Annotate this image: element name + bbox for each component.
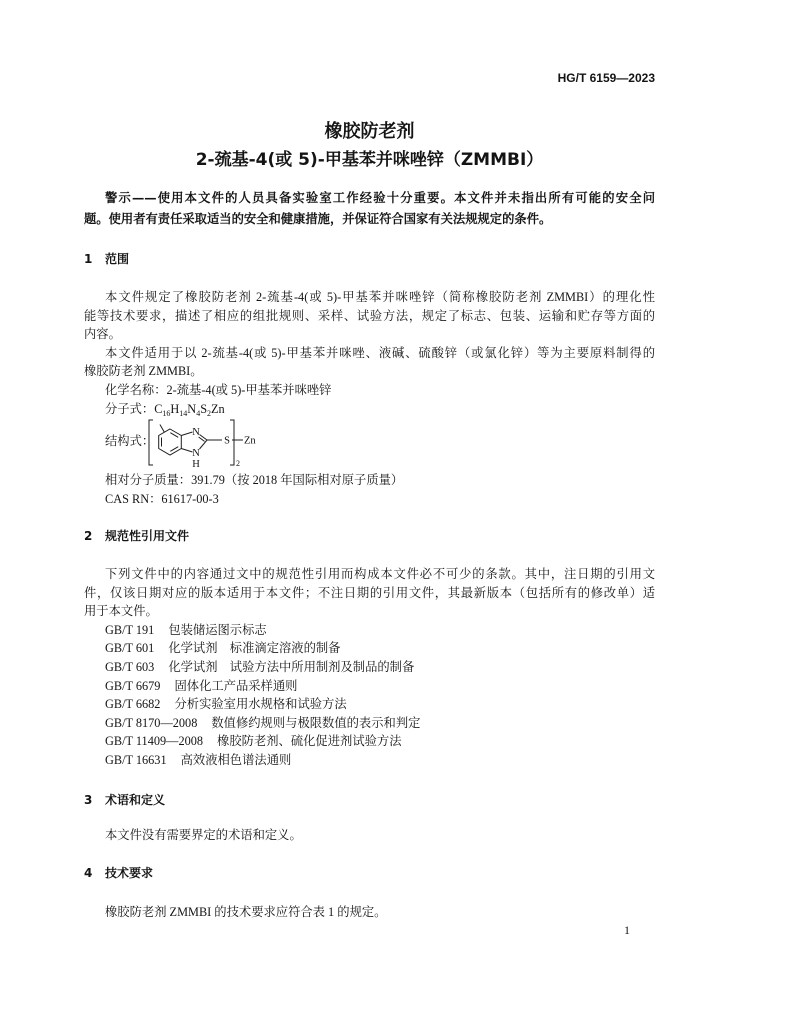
section-title: 术语和定义 bbox=[105, 793, 166, 807]
scope-para1-line: 本文件规定了橡胶防老剂 2-巯基-4(或 5)-甲基苯并咪唑锌（简称橡胶防老剂 ZMMBI）的理化性 bbox=[105, 290, 655, 304]
section-number: 1 bbox=[84, 252, 93, 266]
molecular-mass-label: 相对分子质量： bbox=[105, 472, 192, 487]
reference-item bbox=[84, 695, 655, 714]
section-heading-normative-references bbox=[84, 527, 655, 545]
safety-warning bbox=[84, 188, 655, 230]
scope-body bbox=[84, 288, 655, 508]
reference-item bbox=[84, 677, 655, 696]
reference-title: 化学试剂 标准滴定溶液的制备 bbox=[168, 641, 341, 656]
reference-code: GB/T 16631 bbox=[105, 752, 167, 767]
reference-item bbox=[84, 639, 655, 658]
references-para-line: 用于本文件。 bbox=[84, 604, 158, 619]
formula-element: N bbox=[187, 401, 197, 416]
page-number: 1 bbox=[624, 923, 630, 937]
terms-body bbox=[84, 826, 655, 845]
normative-references-body bbox=[84, 565, 655, 770]
structural-formula-label: 结构式： bbox=[105, 434, 155, 449]
terms-text: 本文件没有需要界定的术语和定义。 bbox=[105, 828, 302, 842]
section-number: 4 bbox=[84, 866, 93, 880]
ring-n1-bond bbox=[181, 432, 192, 436]
reference-code: GB/T 6682 bbox=[105, 697, 161, 712]
formula-element: C bbox=[154, 401, 163, 416]
reference-title: 固体化工产品采样通则 bbox=[174, 678, 298, 693]
reference-item bbox=[84, 732, 655, 751]
reference-code: GB/T 191 bbox=[105, 622, 155, 637]
bracket-count: 2 bbox=[236, 459, 240, 469]
references-para-line: 件，仅该日期对应的版本适用于本文件；不注日期的引用文件，其最新版本（包括所有的修改单）适 bbox=[84, 585, 655, 600]
reference-title: 分析实验室用水规格和试验方法 bbox=[174, 697, 347, 712]
chemical-name-line bbox=[84, 381, 655, 400]
structural-formula-diagram bbox=[145, 414, 270, 472]
section-title: 规范性引用文件 bbox=[105, 529, 190, 543]
formula-element: S bbox=[200, 401, 208, 416]
scope-para2-line: 橡胶防老剂 ZMMBI。 bbox=[84, 364, 203, 379]
n3-ring-bond bbox=[181, 449, 192, 453]
section-number: 2 bbox=[84, 529, 93, 543]
formula-subscript: 4 bbox=[196, 408, 201, 418]
reference-item bbox=[84, 621, 655, 640]
benzene-ring bbox=[159, 429, 182, 455]
formula-subscript: 16 bbox=[162, 408, 171, 418]
reference-title: 化学试剂 试验方法中所用制剂及制品的制备 bbox=[168, 659, 415, 674]
molecular-mass-line bbox=[84, 471, 655, 490]
section-title: 技术要求 bbox=[105, 866, 154, 880]
n1-c2-bond bbox=[200, 435, 208, 441]
cas-number-line bbox=[84, 490, 655, 509]
references-para-line: 下列文件中的内容通过文中的规范性引用而构成本文件必不可少的条款。其中，注日期的引用文 bbox=[105, 567, 655, 581]
technical-requirements-text: 橡胶防老剂 ZMMBI 的技术要求应符合表 1 的规定。 bbox=[105, 905, 387, 919]
structural-formula-line bbox=[84, 418, 655, 471]
reference-item bbox=[84, 751, 655, 770]
formula-subscript: 14 bbox=[179, 408, 188, 418]
title-line-1: 橡胶防老剂 bbox=[324, 121, 415, 142]
warning-line: 警示——使用本文件的人员具备实验室工作经验十分重要。本文件并未指出所有可能的安全问 bbox=[105, 191, 655, 205]
technical-requirements-body bbox=[84, 903, 655, 922]
standard-code: HG/T 6159—2023 bbox=[557, 71, 655, 85]
formula-subscript: 2 bbox=[207, 408, 212, 418]
reference-code: GB/T 11409—2008 bbox=[105, 734, 204, 749]
molecular-mass-value: 391.79 bbox=[191, 472, 225, 487]
molecular-mass-note: （按 2018 年国际相对原子质量） bbox=[224, 472, 404, 487]
title-line-2: 2-巯基-4(或 5)-甲基苯并咪唑锌（ZMMBI） bbox=[195, 150, 544, 170]
scope-para1-line: 能等技术要求，描述了相应的组批规则、采样、试验方法，规定了标志、包装、运输和贮存等方面的 bbox=[84, 308, 655, 323]
reference-code: GB/T 603 bbox=[105, 659, 155, 674]
atom-label-s: S bbox=[224, 435, 230, 447]
atom-label-h: H bbox=[192, 459, 200, 471]
warning-line: 题。使用者有责任采取适当的安全和健康措施，并保证符合国家有关法规规定的条件。 bbox=[84, 212, 552, 226]
atom-label-n1: N bbox=[192, 427, 200, 439]
molecular-formula-label: 分子式： bbox=[105, 401, 155, 416]
formula-element: H bbox=[170, 401, 180, 416]
reference-code: GB/T 8170—2008 bbox=[105, 715, 198, 730]
c2-n3-bond bbox=[200, 440, 208, 449]
chemical-name-value: 2-巯基-4(或 5)-甲基苯并咪唑锌 bbox=[166, 382, 332, 397]
reference-title: 高效液相色谱法通则 bbox=[180, 752, 292, 767]
section-heading-terms bbox=[84, 791, 655, 809]
atom-label-zn: Zn bbox=[244, 435, 256, 447]
reference-item bbox=[84, 658, 655, 677]
scope-para1-line: 内容。 bbox=[84, 327, 121, 342]
reference-title: 橡胶防老剂、硫化促进剂试验方法 bbox=[217, 734, 402, 749]
section-heading-scope bbox=[84, 250, 655, 268]
cas-value: 61617-00-3 bbox=[161, 491, 219, 506]
atom-label-n3: N bbox=[192, 448, 200, 460]
formula-element: Zn bbox=[211, 401, 225, 416]
reference-code: GB/T 601 bbox=[105, 641, 155, 656]
reference-item bbox=[84, 714, 655, 733]
section-title: 范围 bbox=[105, 252, 130, 266]
reference-title: 包装储运图示标志 bbox=[168, 622, 267, 637]
cas-label: CAS RN： bbox=[105, 491, 162, 506]
scope-para2-line: 本文件适用于以 2-巯基-4(或 5)-甲基苯并咪唑、液碱、硫酸锌（或氯化锌）等为主要原料制得的 bbox=[105, 345, 655, 360]
left-bracket bbox=[149, 420, 153, 465]
section-number: 3 bbox=[84, 793, 93, 807]
section-heading-technical-requirements bbox=[84, 864, 655, 882]
methyl-bond bbox=[160, 425, 165, 433]
right-bracket bbox=[230, 420, 234, 465]
chemical-name-label: 化学名称： bbox=[105, 382, 167, 397]
reference-title: 数值修约规则与极限数值的表示和判定 bbox=[211, 715, 421, 730]
reference-code: GB/T 6679 bbox=[105, 678, 161, 693]
